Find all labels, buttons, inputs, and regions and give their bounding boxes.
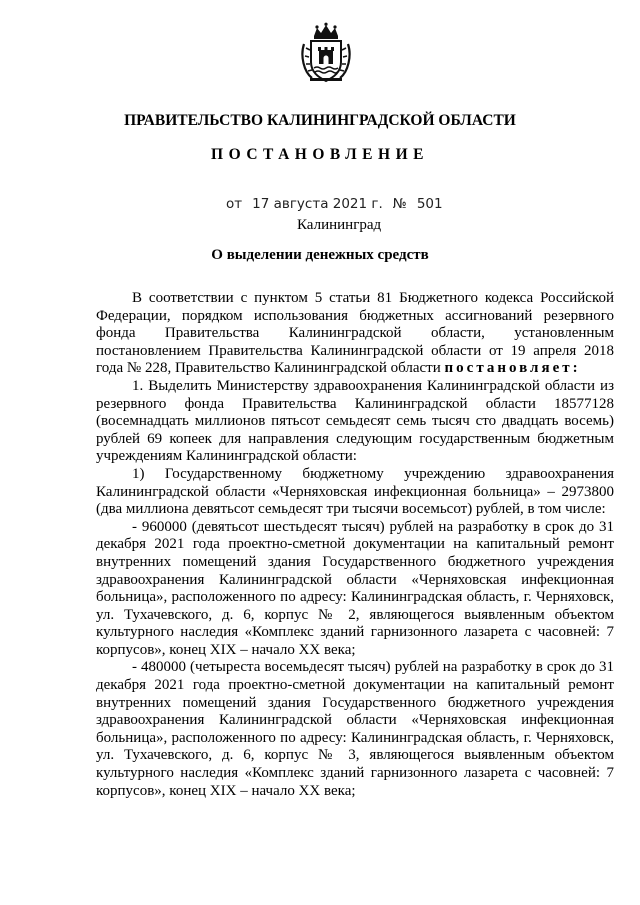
document-number: 501 (416, 196, 443, 212)
coat-of-arms-icon (300, 22, 352, 84)
document-type: ПОСТАНОВЛЕНИЕ (211, 146, 429, 163)
paragraph-preamble (96, 290, 614, 378)
date-number-line (226, 196, 443, 212)
document-body (96, 290, 614, 800)
city: Калининград (297, 217, 382, 233)
paragraph-dash-1: - 960000 (девятьсот шестьдесят тысяч) рублей на разработку в срок до 31 декабря 2021 года проектно-сметной документации на капитальный ремонт внутренних помещений здания Государственного бюджетного учреждения здравоохранения Калининградской области «Черняховская инфекционная больница», расположенного по адресу: Калининградская область, г. Черняховск, ул. Тухачевского, д. 6, корпус № 2, являющегося выявленным объектом культурного наследия «Комплекс зданий гарнизонного лазарета с часовней: 7 корпусов», конец XIX – начало XX века; (96, 518, 614, 658)
paragraph-item-1: 1. Выделить Министерству здравоохранения Калининградской области из резервного фонда Правительства Калининградской области 18577128 (восемнадцать миллионов пятьсот семьдесят семь тысяч сто двадцать восемь) рублей 69 копеек для направления следующим государственным бюджетным учреждениям Калининградской области: (96, 377, 614, 465)
date-prefix: от (226, 196, 243, 212)
number-sign: № (392, 196, 407, 212)
paragraph-dash-2: - 480000 (четыреста восемьдесят тысяч) рублей на разработку в срок до 31 декабря 2021 года проектно-сметной документации на капитальный ремонт внутренних помещений здания Государственного бюджетного учреждения здравоохранения Калининградской области «Черняховская инфекционная больница», расположенного по адресу: Калининградская область, г. Черняховск, ул. Тухачевского, д. 6, корпус № 3, являющегося выявленным объектом культурного наследия «Комплекс зданий гарнизонного лазарета с часовней: 7 корпусов», конец XIX – начало XX века; (96, 659, 614, 799)
document-date: 17 августа 2021 г. (252, 196, 383, 212)
paragraph-subitem-1: 1) Государственному бюджетному учреждению здравоохранения Калининградской области «Черняховская инфекционная больница» – 2973800 (два миллиона девятьсот семьдесят три тысячи восемьсот) рублей, в том числе: (96, 465, 614, 518)
preamble-text: В соответствии с пунктом 5 статьи 81 Бюджетного кодекса Российской Федерации, порядком использования бюджетных ассигнований резервного фонда Правительства Калининградской области, установленным постановлением Правительства Калининградской области от 19 апреля 2018 года № 228, Правительство Калининградской области (96, 290, 614, 377)
organization-title: ПРАВИТЕЛЬСТВО КАЛИНИНГРАДСКОЙ ОБЛАСТИ (124, 112, 516, 129)
decree-verb: постановляет: (444, 360, 581, 377)
document-subject: О выделении денежных средств (211, 247, 429, 263)
